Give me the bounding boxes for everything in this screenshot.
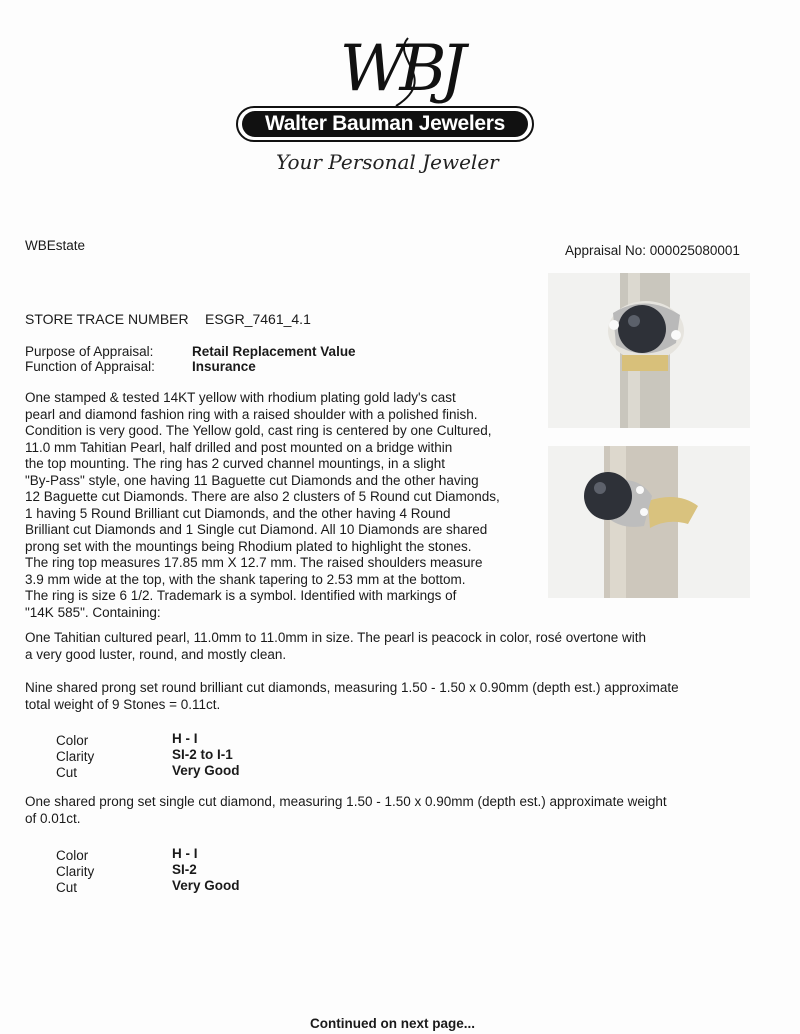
ring-top-view-photo	[548, 273, 750, 428]
client-name: WBEstate	[25, 238, 86, 253]
wbj-monogram-logo	[300, 28, 500, 110]
description-line: One stamped & tested 14KT yellow with rhodium plating gold lady's cast	[25, 390, 456, 405]
function-label: Function of Appraisal:	[25, 359, 155, 374]
round-cut-label: Cut	[56, 765, 78, 780]
single-clarity-value: SI-2	[172, 862, 197, 877]
single-clarity-label: Clarity	[56, 864, 95, 879]
description-line: 3.9 mm wide at the top, with the shank tapering to 2.53 mm at the bottom.	[25, 571, 466, 587]
function-value: Insurance	[192, 359, 256, 374]
round-color-label: Color	[56, 733, 89, 748]
single-diamond-line: One shared prong set single cut diamond, measuring 1.50 - 1.50 x 0.90mm (depth est.) approximate weight	[25, 794, 667, 809]
description-line: pearl and diamond fashion ring with a raised shoulder with a polished finish.	[25, 406, 478, 422]
round-cut-value: Very Good	[172, 763, 240, 778]
single-color-value: H - I	[172, 846, 198, 861]
round-diamonds-line: total weight of 9 Stones = 0.11ct.	[25, 696, 221, 712]
brand-name: Walter Bauman Jewelers	[242, 111, 528, 137]
round-clarity-value: SI-2 to I-1	[172, 747, 233, 762]
monogram-text: WBJ	[339, 32, 461, 106]
round-diamonds-description	[25, 680, 725, 713]
pearl-line: a very good luster, round, and mostly clean.	[25, 646, 287, 662]
store-trace-value: ESGR_7461_4.1	[205, 311, 311, 327]
store-trace-label: STORE TRACE NUMBER	[25, 311, 189, 327]
description-line: Brilliant cut Diamonds and 1 Single cut Diamond. All 10 Diamonds are shared	[25, 522, 488, 537]
round-diamonds-line: Nine shared prong set round brilliant cut diamonds, measuring 1.50 - 1.50 x 0.90mm (depth est.) approximate	[25, 680, 679, 695]
description-line: prong set with the mountings being Rhodium plated to highlight the stones.	[25, 538, 472, 554]
single-cut-label: Cut	[56, 880, 78, 895]
description-line: 11.0 mm Tahitian Pearl, half drilled and post mounted on a bridge within	[25, 439, 453, 455]
appraisal-number: Appraisal No: 000025080001	[565, 243, 740, 258]
single-cut-value: Very Good	[172, 878, 240, 893]
description-line: The ring is size 6 1/2. Trademark is a symbol. Identified with markings of	[25, 588, 457, 603]
description-line: Condition is very good. The Yellow gold, cast ring is centered by one Cultured,	[25, 423, 492, 438]
description-line: "14K 585". Containing:	[25, 604, 161, 620]
description-line: 12 Baguette cut Diamonds. There are also 2 clusters of 5 Round cut Diamonds,	[25, 489, 500, 504]
item-description	[25, 390, 545, 621]
purpose-label: Purpose of Appraisal:	[25, 344, 154, 359]
description-line: The ring top measures 17.85 mm X 12.7 mm. The raised shoulders measure	[25, 555, 483, 570]
round-clarity-label: Clarity	[56, 749, 95, 764]
round-color-value: H - I	[172, 731, 198, 746]
single-diamond-line: of 0.01ct.	[25, 810, 81, 826]
pearl-description	[25, 630, 725, 663]
tagline: Your Personal Jeweler	[276, 150, 499, 174]
continued-on-next-page: Continued on next page...	[310, 1016, 475, 1031]
purpose-value: Retail Replacement Value	[192, 344, 356, 359]
description-line: the top mounting. The ring has 2 curved channel mountings, in a slight	[25, 456, 446, 471]
pearl-line: One Tahitian cultured pearl, 11.0mm to 11.0mm in size. The pearl is peacock in color, rosé overtone with	[25, 630, 647, 645]
single-diamond-description	[25, 794, 725, 827]
single-color-label: Color	[56, 848, 89, 863]
ring-side-view-photo	[548, 446, 750, 598]
brand-name-badge	[236, 106, 534, 142]
description-line: 1 having 5 Round Brilliant cut Diamonds, and the other having 4 Round	[25, 505, 451, 521]
description-line: "By-Pass" style, one having 11 Baguette cut Diamonds and the other having	[25, 472, 479, 488]
